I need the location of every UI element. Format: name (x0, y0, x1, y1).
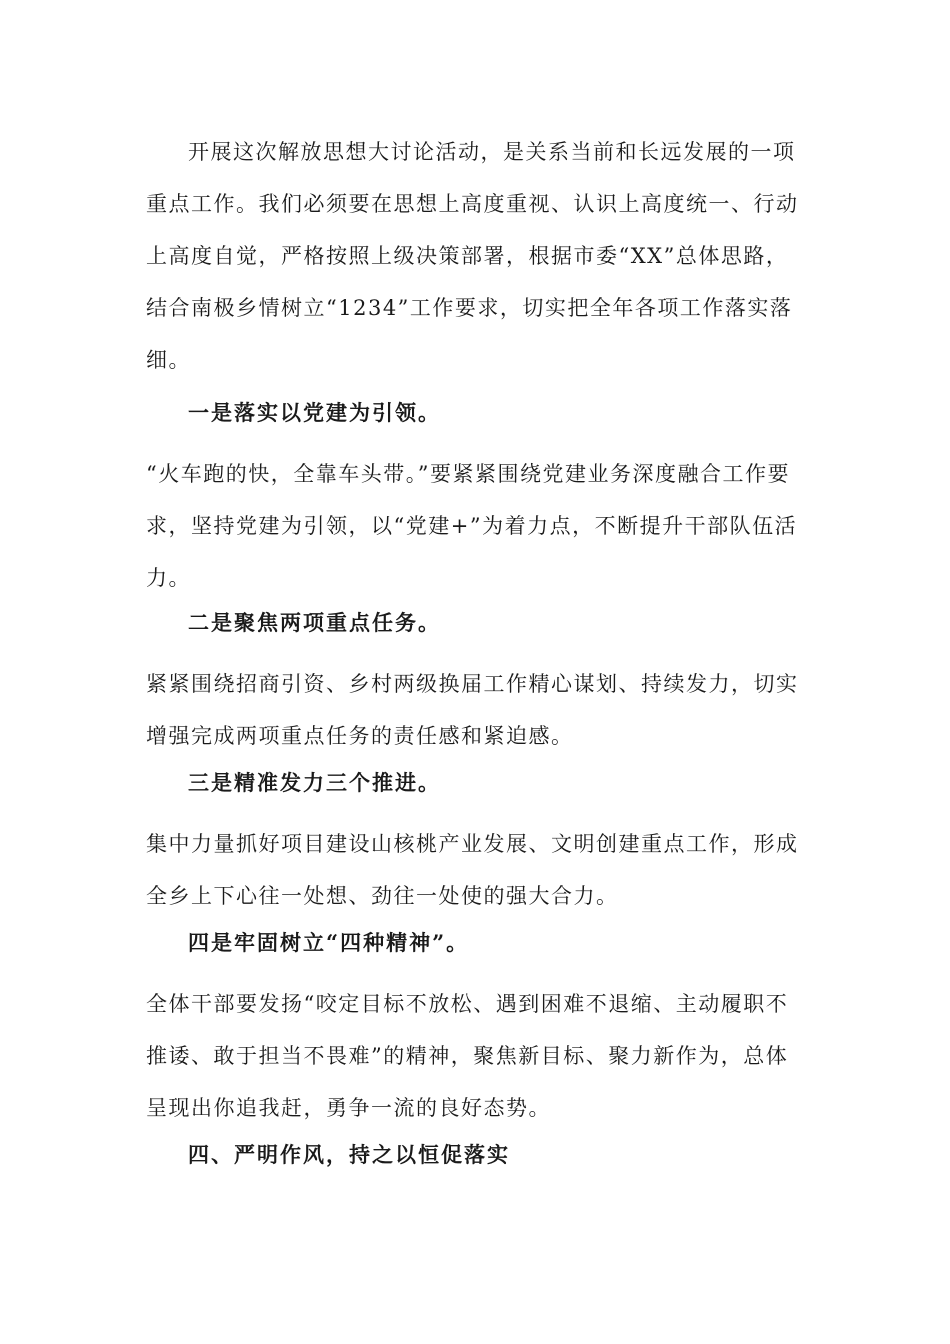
section-3-body: 集中力量抓好项目建设山核桃产业发展、文明创建重点工作，形成全乡上下心往一处想、劲往一处使的强大合力。 (146, 832, 799, 908)
section-3-heading: 三是精准发力三个推进。 (188, 770, 441, 795)
section-2-heading: 二是聚焦两项重点任务。 (188, 610, 441, 635)
final-heading: 四、严明作风，持之以恒促落实 (188, 1142, 510, 1167)
section-2-body: 紧紧围绕招商引资、乡村两级换届工作精心谋划、持续发力，切实增强完成两项重点任务的责任感和紧迫感。 (146, 672, 799, 748)
intro-paragraph: 开展这次解放思想大讨论活动，是关系当前和长远发展的一项重点工作。我们必须要在思想上高度重视、认识上高度统一、行动上高度自觉，严格按照上级决策部署，根据市委“XX”总体思路，结合南极乡情树立“1234”工作要求，切实把全年各项工作落实落细。 (146, 140, 799, 372)
section-4-body: 全体干部要发扬“咬定目标不放松、遇到困难不退缩、主动履职不推诿、敢于担当不畏难”的精神，聚焦新目标、聚力新作为，总体呈现出你追我赶，勇争一流的良好态势。 (146, 992, 789, 1120)
section-1-heading: 一是落实以党建为引领。 (188, 400, 441, 425)
section-1-body: “火车跑的快，全靠车头带。”要紧紧围绕党建业务深度融合工作要求，坚持党建为引领，以“党建+”为着力点，不断提升干部队伍活力。 (146, 462, 798, 590)
section-4-heading: 四是牢固树立“四种精神”。 (188, 930, 470, 955)
